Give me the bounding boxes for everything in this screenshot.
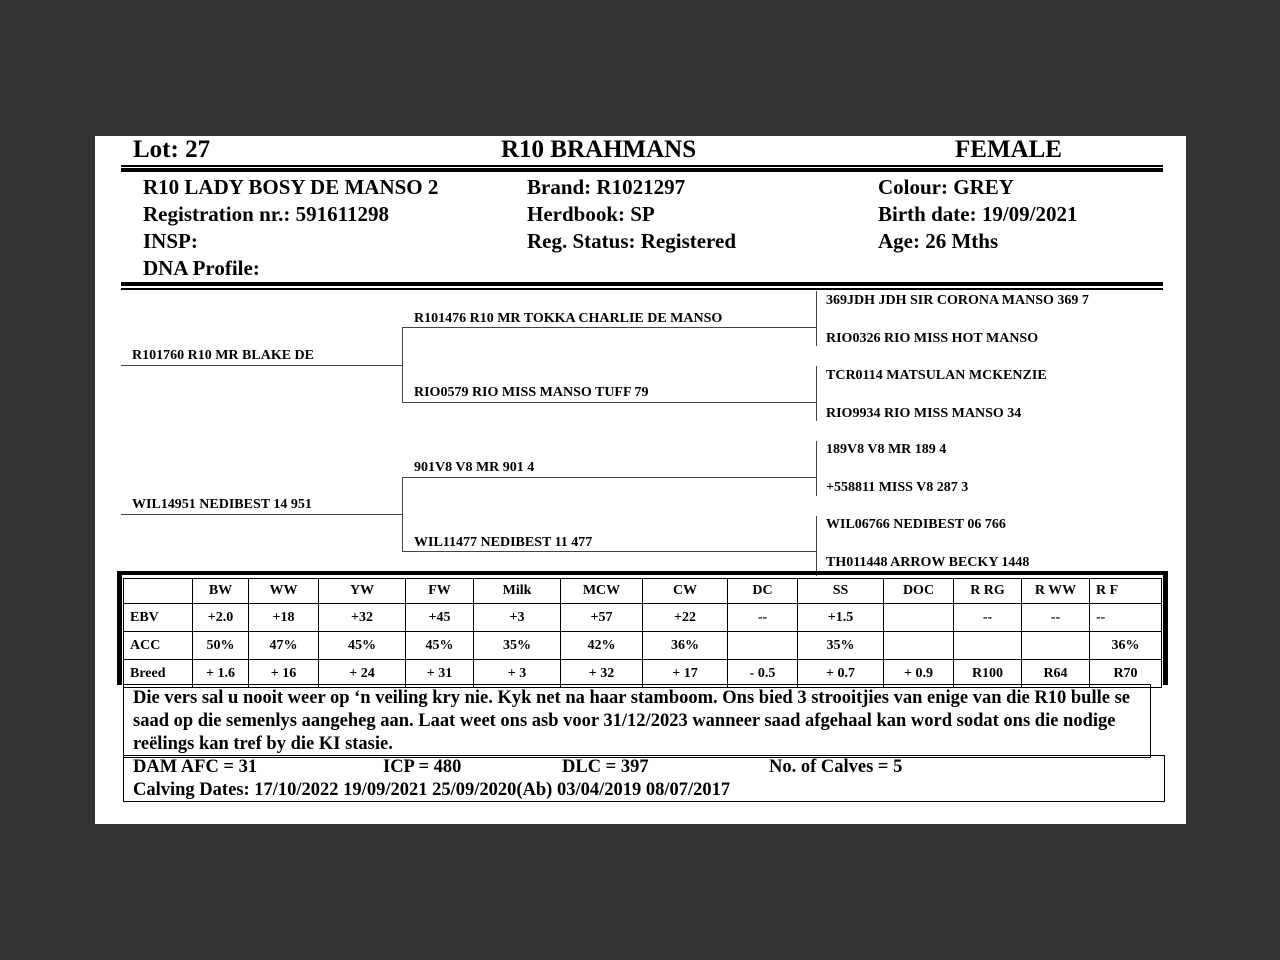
row-label: EBV: [124, 604, 193, 632]
table-cell: + 1.6: [193, 660, 249, 688]
header-rule-thick: [121, 168, 1163, 172]
insp-field: INSP:: [143, 229, 198, 253]
ebv-header-cell: [124, 579, 193, 604]
pedigree-sdd: RIO9934 RIO MISS MANSO 34: [826, 406, 1022, 421]
table-cell: + 31: [406, 660, 474, 688]
table-cell: [1022, 632, 1090, 660]
ebv-header-cell: DOC: [884, 579, 954, 604]
ebv-header-cell: MCW: [561, 579, 643, 604]
table-cell: 35%: [798, 632, 884, 660]
table-cell: [954, 632, 1022, 660]
table-frame-top: [117, 571, 1168, 575]
age: Age: 26 Mths: [878, 229, 999, 253]
pedigree-line: [402, 551, 816, 552]
ebv-header-row: [124, 579, 1162, 604]
table-cell: + 0.7: [798, 660, 884, 688]
table-cell: 42%: [561, 632, 643, 660]
calves-count: No. of Calves = 5: [769, 757, 903, 777]
table-cell: R100: [954, 660, 1022, 688]
table-cell: 50%: [193, 632, 249, 660]
pedigree-line: [402, 327, 816, 328]
ebv-header-cell: YW: [319, 579, 406, 604]
dna-profile: DNA Profile:: [143, 256, 260, 280]
breeder-title: R10 BRAHMANS: [501, 136, 697, 163]
animal-sex: FEMALE: [955, 136, 1062, 163]
header-rule-thin: [121, 165, 1163, 167]
ebv-header-cell: FW: [406, 579, 474, 604]
ebv-header-cell: Milk: [474, 579, 561, 604]
calving-dates: Calving Dates: 17/10/2022 19/09/2021 25/09/2020(Ab) 03/04/2019 08/07/2017: [133, 780, 731, 800]
table-frame-right: [1163, 571, 1168, 685]
row-label: Breed: [124, 660, 193, 688]
lot-card: [95, 136, 1186, 824]
pedigree-sss: 369JDH JDH SIR CORONA MANSO 369 7: [826, 293, 1089, 308]
table-cell: 36%: [1090, 632, 1162, 660]
table-cell: + 24: [319, 660, 406, 688]
ebv-header-cell: SS: [798, 579, 884, 604]
pedigree-sire: R101760 R10 MR BLAKE DE: [132, 348, 315, 363]
table-cell: +45: [406, 604, 474, 632]
table-cell: + 32: [561, 660, 643, 688]
pedigree-ssd: RIO0326 RIO MISS HOT MANSO: [826, 331, 1039, 346]
table-cell: 36%: [643, 632, 728, 660]
table-row: [124, 604, 1162, 632]
table-cell: [728, 632, 798, 660]
ebv-header-cell: BW: [193, 579, 249, 604]
table-cell: +2.0: [193, 604, 249, 632]
table-cell: 45%: [406, 632, 474, 660]
row-label: ACC: [124, 632, 193, 660]
pedigree-ddd: TH011448 ARROW BECKY 1448: [826, 555, 1030, 570]
pedigree-connector: [816, 516, 817, 576]
table-cell: --: [728, 604, 798, 632]
ebv-header-cell: R F: [1090, 579, 1162, 604]
pedigree-dam-dam: WIL11477 NEDIBEST 11 477: [414, 535, 593, 550]
table-cell: +3: [474, 604, 561, 632]
table-cell: R70: [1090, 660, 1162, 688]
pedigree-line: [121, 514, 402, 515]
table-cell: +57: [561, 604, 643, 632]
table-row: [124, 632, 1162, 660]
dam-stats: [123, 755, 1165, 802]
table-cell: --: [1090, 604, 1162, 632]
registration-number: Registration nr.: 591611298: [143, 202, 389, 226]
dam-afc: DAM AFC = 31: [133, 757, 258, 777]
ebv-header-cell: R RG: [954, 579, 1022, 604]
ebv-header-cell: WW: [249, 579, 319, 604]
table-cell: --: [954, 604, 1022, 632]
pedigree-dds: WIL06766 NEDIBEST 06 766: [826, 517, 1006, 532]
table-cell: R64: [1022, 660, 1090, 688]
pedigree-dam-sire: 901V8 V8 MR 901 4: [414, 460, 535, 475]
info-rule-thick: [121, 282, 1163, 286]
pedigree-line: [402, 402, 816, 403]
pedigree-sds: TCR0114 MATSULAN MCKENZIE: [826, 368, 1047, 383]
reg-status: Reg. Status: Registered: [527, 229, 736, 253]
icp: ICP = 480: [383, 757, 462, 777]
ebv-header-cell: CW: [643, 579, 728, 604]
pedigree-connector: [816, 366, 817, 421]
table-cell: [884, 632, 954, 660]
table-cell: - 0.5: [728, 660, 798, 688]
pedigree-connector: [816, 291, 817, 346]
table-cell: +22: [643, 604, 728, 632]
info-rule-thin: [121, 288, 1163, 290]
herdbook: Herdbook: SP: [527, 202, 655, 226]
table-cell: + 16: [249, 660, 319, 688]
pedigree-sire-sire: R101476 R10 MR TOKKA CHARLIE DE MANSO: [414, 311, 723, 326]
table-cell: +18: [249, 604, 319, 632]
pedigree-sire-dam: RIO0579 RIO MISS MANSO TUFF 79: [414, 385, 649, 400]
table-cell: +1.5: [798, 604, 884, 632]
ebv-table: [123, 578, 1162, 688]
pedigree-dss: 189V8 V8 MR 189 4: [826, 442, 947, 457]
pedigree-line: [121, 365, 402, 366]
dlc: DLC = 397: [562, 757, 649, 777]
birth-date: Birth date: 19/09/2021: [878, 202, 1078, 226]
lot-number: Lot: 27: [133, 136, 211, 163]
pedigree-line: [402, 477, 816, 478]
pedigree-connector: [816, 441, 817, 496]
pedigree-dsd: +558811 MISS V8 287 3: [826, 480, 969, 495]
table-cell: --: [1022, 604, 1090, 632]
table-frame-left: [117, 571, 122, 685]
pedigree-dam: WIL14951 NEDIBEST 14 951: [132, 497, 312, 512]
animal-name: R10 LADY BOSY DE MANSO 2: [143, 175, 439, 199]
table-cell: 47%: [249, 632, 319, 660]
table-cell: + 3: [474, 660, 561, 688]
pedigree-connector: [402, 477, 403, 552]
table-cell: + 0.9: [884, 660, 954, 688]
colour: Colour: GREY: [878, 175, 1014, 199]
brand: Brand: R1021297: [527, 175, 686, 199]
table-cell: 35%: [474, 632, 561, 660]
ebv-header-cell: DC: [728, 579, 798, 604]
pedigree-connector: [402, 327, 403, 403]
table-cell: +32: [319, 604, 406, 632]
table-cell: [884, 604, 954, 632]
table-cell: 45%: [319, 632, 406, 660]
ebv-header-cell: R WW: [1022, 579, 1090, 604]
table-cell: + 17: [643, 660, 728, 688]
lot-notes: Die vers sal u nooit weer op ‘n veiling kry nie. Kyk net na haar stamboom. Ons bied 3 strooitjies van enige van die R10 bulle se saad op die semenlys aangeheg aan. Laat weet ons asb voor 31/12/2023 wanneer saad afgehaal kan word sodat ons die nodige reëlings kan tref by die KI stasie.: [123, 684, 1151, 758]
